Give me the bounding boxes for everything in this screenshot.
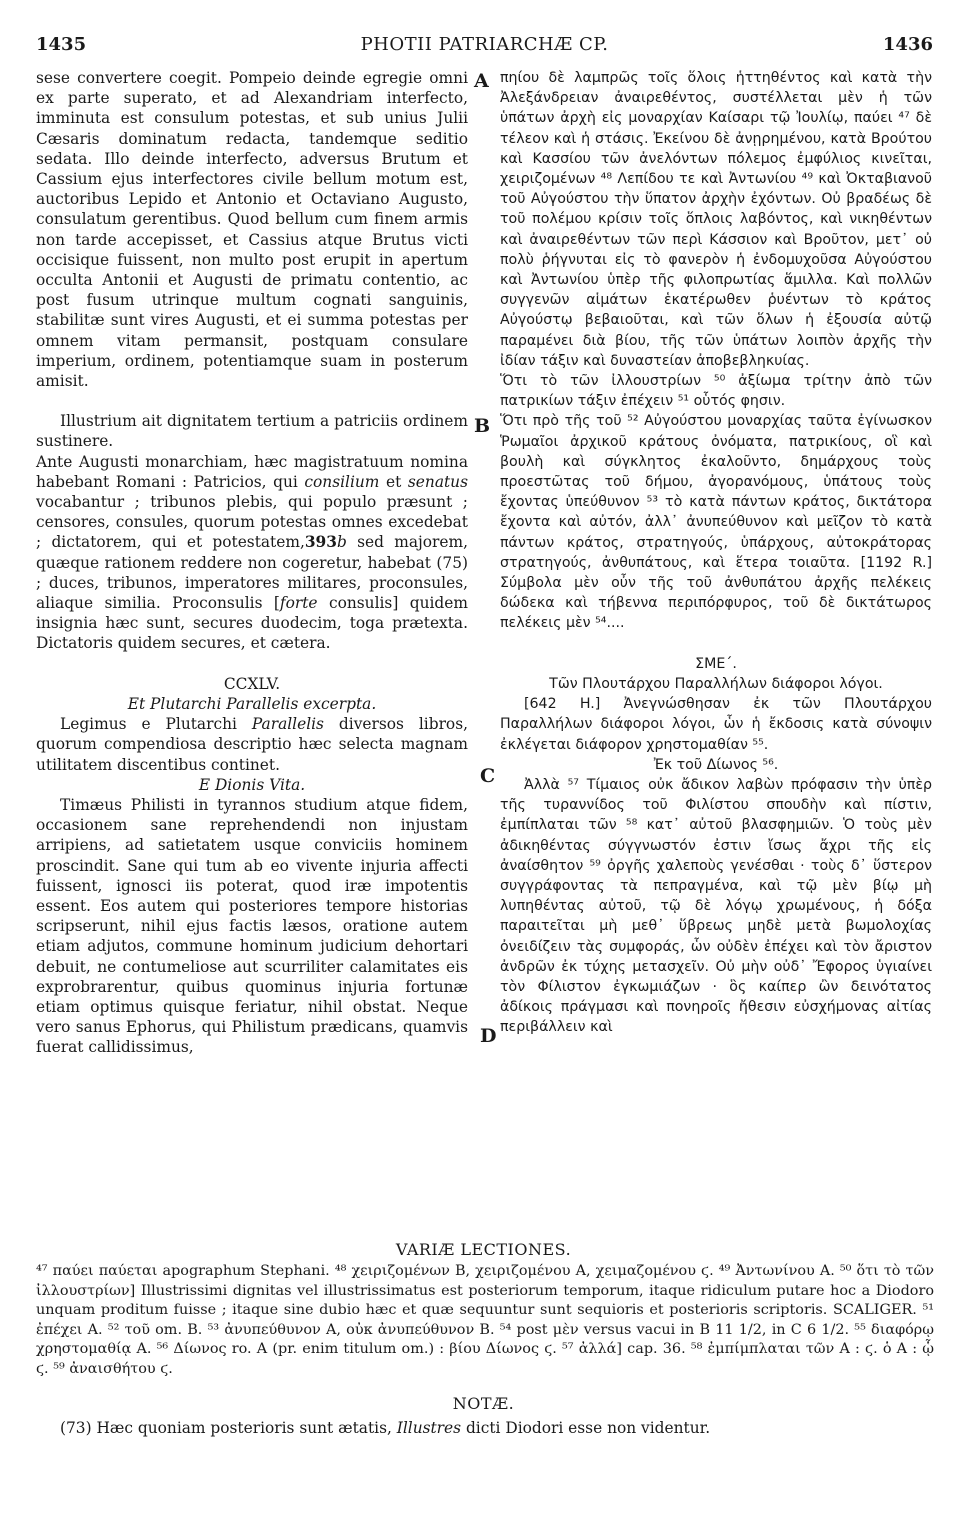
greek-section-number: ΣΜΕ΄. — [695, 655, 737, 672]
margin-marker-d: D — [480, 1025, 497, 1047]
latin-paragraph-4: Legimus e Plutarchi Parallelis diversos libros, quorum compendiosa descriptio hæc selecta magnam utilitatem discentibus continet. — [36, 715, 468, 774]
page-number-right: 1436 — [882, 34, 933, 55]
margin-marker-a: A — [474, 70, 489, 92]
latin-paragraph-3: Ante Augusti monarchiam, hæc magistratuum nomina habebant Romani : Patricios, qui consilium et senatus vocabantur ; tribunos plebis, qui populo præsunt ; censores, consules, quorum potestas omnes excedebat ; dictatorem, qui et potestatem,393b sed majorem, quæque rationem reddere non cogeretur, habebat (75) ; duces, tribunos, imperatores militares, proconsules, aliaque similia. Proconsulis [forte consulis] quidem insignia hæc sunt, secures duodecim, toga prætexta. Dictatoris quidem secures, et cætera. — [36, 452, 468, 653]
greek-subheading: Ἐκ τοῦ Δίωνος ⁵⁶. — [653, 756, 779, 773]
greek-section-title: Τῶν Πλουτάρχου Παραλλήλων διάφοροι λόγοι. — [549, 675, 883, 692]
latin-section-number: CCXLV. — [223, 674, 281, 693]
note-73: (73) Hæc quoniam posterioris sunt ætatis, Illustres dicti Diodori esse non videntur. — [60, 1419, 711, 1437]
latin-section-title: Et Plutarchi Parallelis excerpta. — [127, 694, 377, 713]
latin-paragraph-2: Illustrium ait dignitatem tertium a patriciis ordinem sustinere. — [36, 412, 468, 451]
margin-marker-c: C — [480, 765, 496, 787]
page-number-left: 1435 — [36, 34, 87, 55]
greek-paragraph-5: Ἀλλὰ ⁵⁷ Τίμαιος οὐκ ἄδικον λαβὼν πρόφασιν τὴν ὑπὲρ τῆς τυραννίδος τοῦ Φιλίστου σπουδὴν καὶ πίστιν, ἐμπίπλαται τῶν ⁵⁸ κατ᾽ αὐτοῦ βλασφημιῶν. Ὁ τοὺς μὲν ἀδικηθέντας σύγγνωστόν ἐστιν ἴσως ἄχρι τῆς εἰς ἀναίσθητον ⁵⁹ ὀργῆς χαλεποὺς γενέσθαι · τοὺς δ᾽ ὕστερον συγγράφοντας τὰ πεπραγμένα, καὶ τῷ μὲν βίῳ μὴ λυπηθέντας αὐτοῦ, τῷ δὲ λόγῳ χρωμένους, ἡ δόξα παραιτεῖται μὴ μεθ᾽ ὕβρεως μηδὲ μετὰ βωμολοχίας ὀνειδίζειν τὰς συμφοράς, ὧν οὐδὲν ἐπέχει καὶ τὸν ἄριστον ἀνδρῶν ἐκ τύχης μετασχεῖν. Οὐ μὴν οὐδ᾽ Ἔφορος ὑγιαίνει τὸν Φίλιστον ἐγκωμιάζων · ὃς καίπερ ὢν δεινότατος ἀδίκοις πράγμασι καὶ πονηροῖς ἤθεσιν εὐσχήμονας αἰτίας περιβάλλειν καὶ — [500, 776, 932, 1036]
margin-marker-b: B — [474, 415, 491, 437]
latin-paragraph-5: Timæus Philisti in tyrannos studium atque fidem, occasionem sane reprehendendi non injustam arripiens, ad satietatem usque conviciis hominem proscindit. Sane qui tum ab eo vivente injuria affecti fuissent, ignosci iis poterat, quod iræ impotentis essent. Eos autem qui posteriores tempore historias scripserunt, nihil ejus factis læsos, oratione autem etiam adjutos, commune hominum judicium dehortari debuit, ne contumeliose aut scurriliter calamitates eis exprobrarentur, quibus quominus injuria fortunæ etiam optimus quisque feriatur, nihil obstat. Neque vero sanus Ephorus, qui Philistum prædicans, quamvis fuerat callidissimus, — [36, 795, 468, 1057]
variae-lectiones-text: ⁴⁷ παύει παύεται apographum Stephani. ⁴⁸ χειριζομένων B, χειριζομένου A, χειμαζομένου ϛ. ⁴⁹ Ἀντωνίνου A. ⁵⁰ ὅτι τὸ τῶν ἰλλουστρίων] Illustrissimi dignitas vel illustrissimatus est posteriorum temporum, itaque ridiculum putare hoc a Diodoro unquam proditum fuisse ; itaque sine dubio hæc et quæ sequuntur sunt sequioris et posterioris scriptoris. SCALIGER. ⁵¹ ἐπέχει A. ⁵² τοῦ om. B. ⁵³ ἀνυπεύθυνον A, οὐκ ἀνυπεύθυνον B. ⁵⁴ post μὲν versus vacui in B 11 1/2, in C 6 1/2. ⁵⁵ διαφόρῳ χρηστομαθίᾳ A. ⁵⁶ Δίωνος ro. A (pr. enim titulum om.) : βίου Δίωνος ϛ. ⁵⁷ ἀλλά] cap. 36. ⁵⁸ ἐμπίμπλαται τῶν A : ϛ. ὁ A : ᾧ ϛ. ⁵⁹ ἀναισθήτου ϛ. — [36, 1263, 934, 1377]
notae-heading: NOTÆ. — [452, 1394, 515, 1413]
latin-column — [36, 68, 468, 1058]
running-title: PHOTII PATRIARCHÆ CP. — [360, 34, 609, 55]
latin-paragraph-1: sese convertere coegit. Pompeio deinde egregie omni ex parte superato, et ad Alexandriam interfecto, imminuta est consulum potestas, et sub unius Julii Cæsaris dominatum redacta, tandemque seditio sedata. Illo deinde interfecto, adversus Brutum et Cassium ejus interfectores civile bellum motum est, auctoribus Lepido et Antonio et Octaviano Augusto, consulatum gerentibus. Quod bellum cum finem armis non tarde accepisset, et Cassius atque Brutus victi occisique fuissent, non multo post erupit in apertum occulta Antonii et Augusti de primatu contentio, ac post fusum utrinque multum cognati sanguinis, stabilitæ sunt vires Augusti, et ei summa potestas per omnem vitam permansit, postquam consulare imperium, ordinem, potentiamque suam in posterum amisit. — [36, 69, 468, 391]
greek-paragraph-1: πηίου δὲ λαμπρῶς τοῖς ὅλοις ἡττηθέντος καὶ κατὰ τὴν Ἀλεξάνδρειαν ἀναιρεθέντος, συστέλλεται μὲν ἡ τῶν ὑπάτων ἀρχὴ εἰς μοναρχίαν Καίσαρι τῷ Ἰουλίῳ, παύει ⁴⁷ δὲ τέλεον καὶ ἡ στάσις. Ἐκείνου δὲ ἀνῃρημένου, κατὰ Βρούτου καὶ Κασσίου τῶν ἀνελόντων πόλεμος ἐμφύλιος κινεῖται, χειριζομένων ⁴⁸ Λεπίδου τε καὶ Ἀντωνίου ⁴⁹ καὶ Ὀκταβιανοῦ τοῦ Αὐγούστου τὴν ὕπατον ἀρχὴν ἐχόντων. Οὐ βραδέως δὲ τοῦ πολέμου κρίσιν τοῖς ὅπλοις λαβόντος, καὶ νικηθέντων καὶ ἀναιρεθέντων τῶν περὶ Κάσσιον καὶ Βροῦτον, μετ᾽ οὐ πολὺ ῥήγνυται εἰς τὸ φανερὸν ἡ ἐνδομυχοῦσα Αὐγούστου καὶ Ἀντωνίου ὑπὲρ τῆς φιλοπρωτίας ἅμιλλα. Καὶ πολλῶν συγγενῶν αἱμάτων ἑκατέρωθεν ῥυέντων τὸ κράτος Αὐγούστῳ βεβαιοῦται, καὶ τῶν ὅλων ἡ ἐξουσία αὐτῷ παραμένει διὰ βίου, τῆς τῶν ὑπάτων λοιπὸν ἀρχῆς τὴν ἰδίαν τάξιν καὶ δυναστείαν ἀποβεβληκυίας. — [500, 70, 932, 369]
greek-paragraph-4: [642 H.] Ἀνεγνώσθησαν ἐκ τῶν Πλουτάρχου Παραλλήλων διάφοροι λόγοι, ὧν ἡ ἔκδοσις κατὰ σύνοψιν ἐκλέγεται διάφορον χρηστομαθίαν ⁵⁵. — [500, 696, 932, 753]
latin-subheading: E Dionis Vita. — [198, 775, 306, 794]
greek-paragraph-3: Ὅτι πρὸ τῆς τοῦ ⁵² Αὐγούστου μοναρχίας ταῦτα ἐγίνωσκον Ῥωμαῖοι ἀρχικοῦ κράτους ὀνόματα, πατρικίους, οἳ καὶ βουλὴ καὶ σύγκλητος ἐκαλοῦντο, δημάρχους τοὺς προεστῶτας τοῦ δήμου, ἀγορανόμους, ὑπάτους τοὺς ἔχοντας ὑπεύθυνον ⁵³ τὸ κατὰ πάντων κράτος, δικτάτορα ἔχοντα καὶ αὐτόν, ἀλλ᾽ ἀνυπεύθυνον καὶ μεῖζον τὸ κατὰ πάντων κράτος, στρατηγούς, ὑπάρχους, αὐτοκράτορας στρατηγούς, ἀνθυπάτους, καὶ ἕτερα τοιαῦτα. [1192 R.] Σύμβολα μὲν οὖν τῆς τοῦ ἀνθυπάτου ἀρχῆς πελέκεις δώδεκα καὶ τήβεννα περιπόρφυρος, τοῦ δὲ δικτάτωρος πελέκεις μὲν ⁵⁴.... — [500, 413, 932, 632]
variae-lectiones-heading: VARIÆ LECTIONES. — [395, 1240, 572, 1259]
greek-paragraph-2: Ὅτι τὸ τῶν ἰλλουστρίων ⁵⁰ ἀξίωμα τρίτην ἀπὸ τῶν πατρικίων τάξιν ἐπέχειν ⁵¹ οὗτός φησιν. — [500, 373, 932, 410]
greek-column — [500, 68, 932, 1038]
page-header — [36, 34, 933, 60]
